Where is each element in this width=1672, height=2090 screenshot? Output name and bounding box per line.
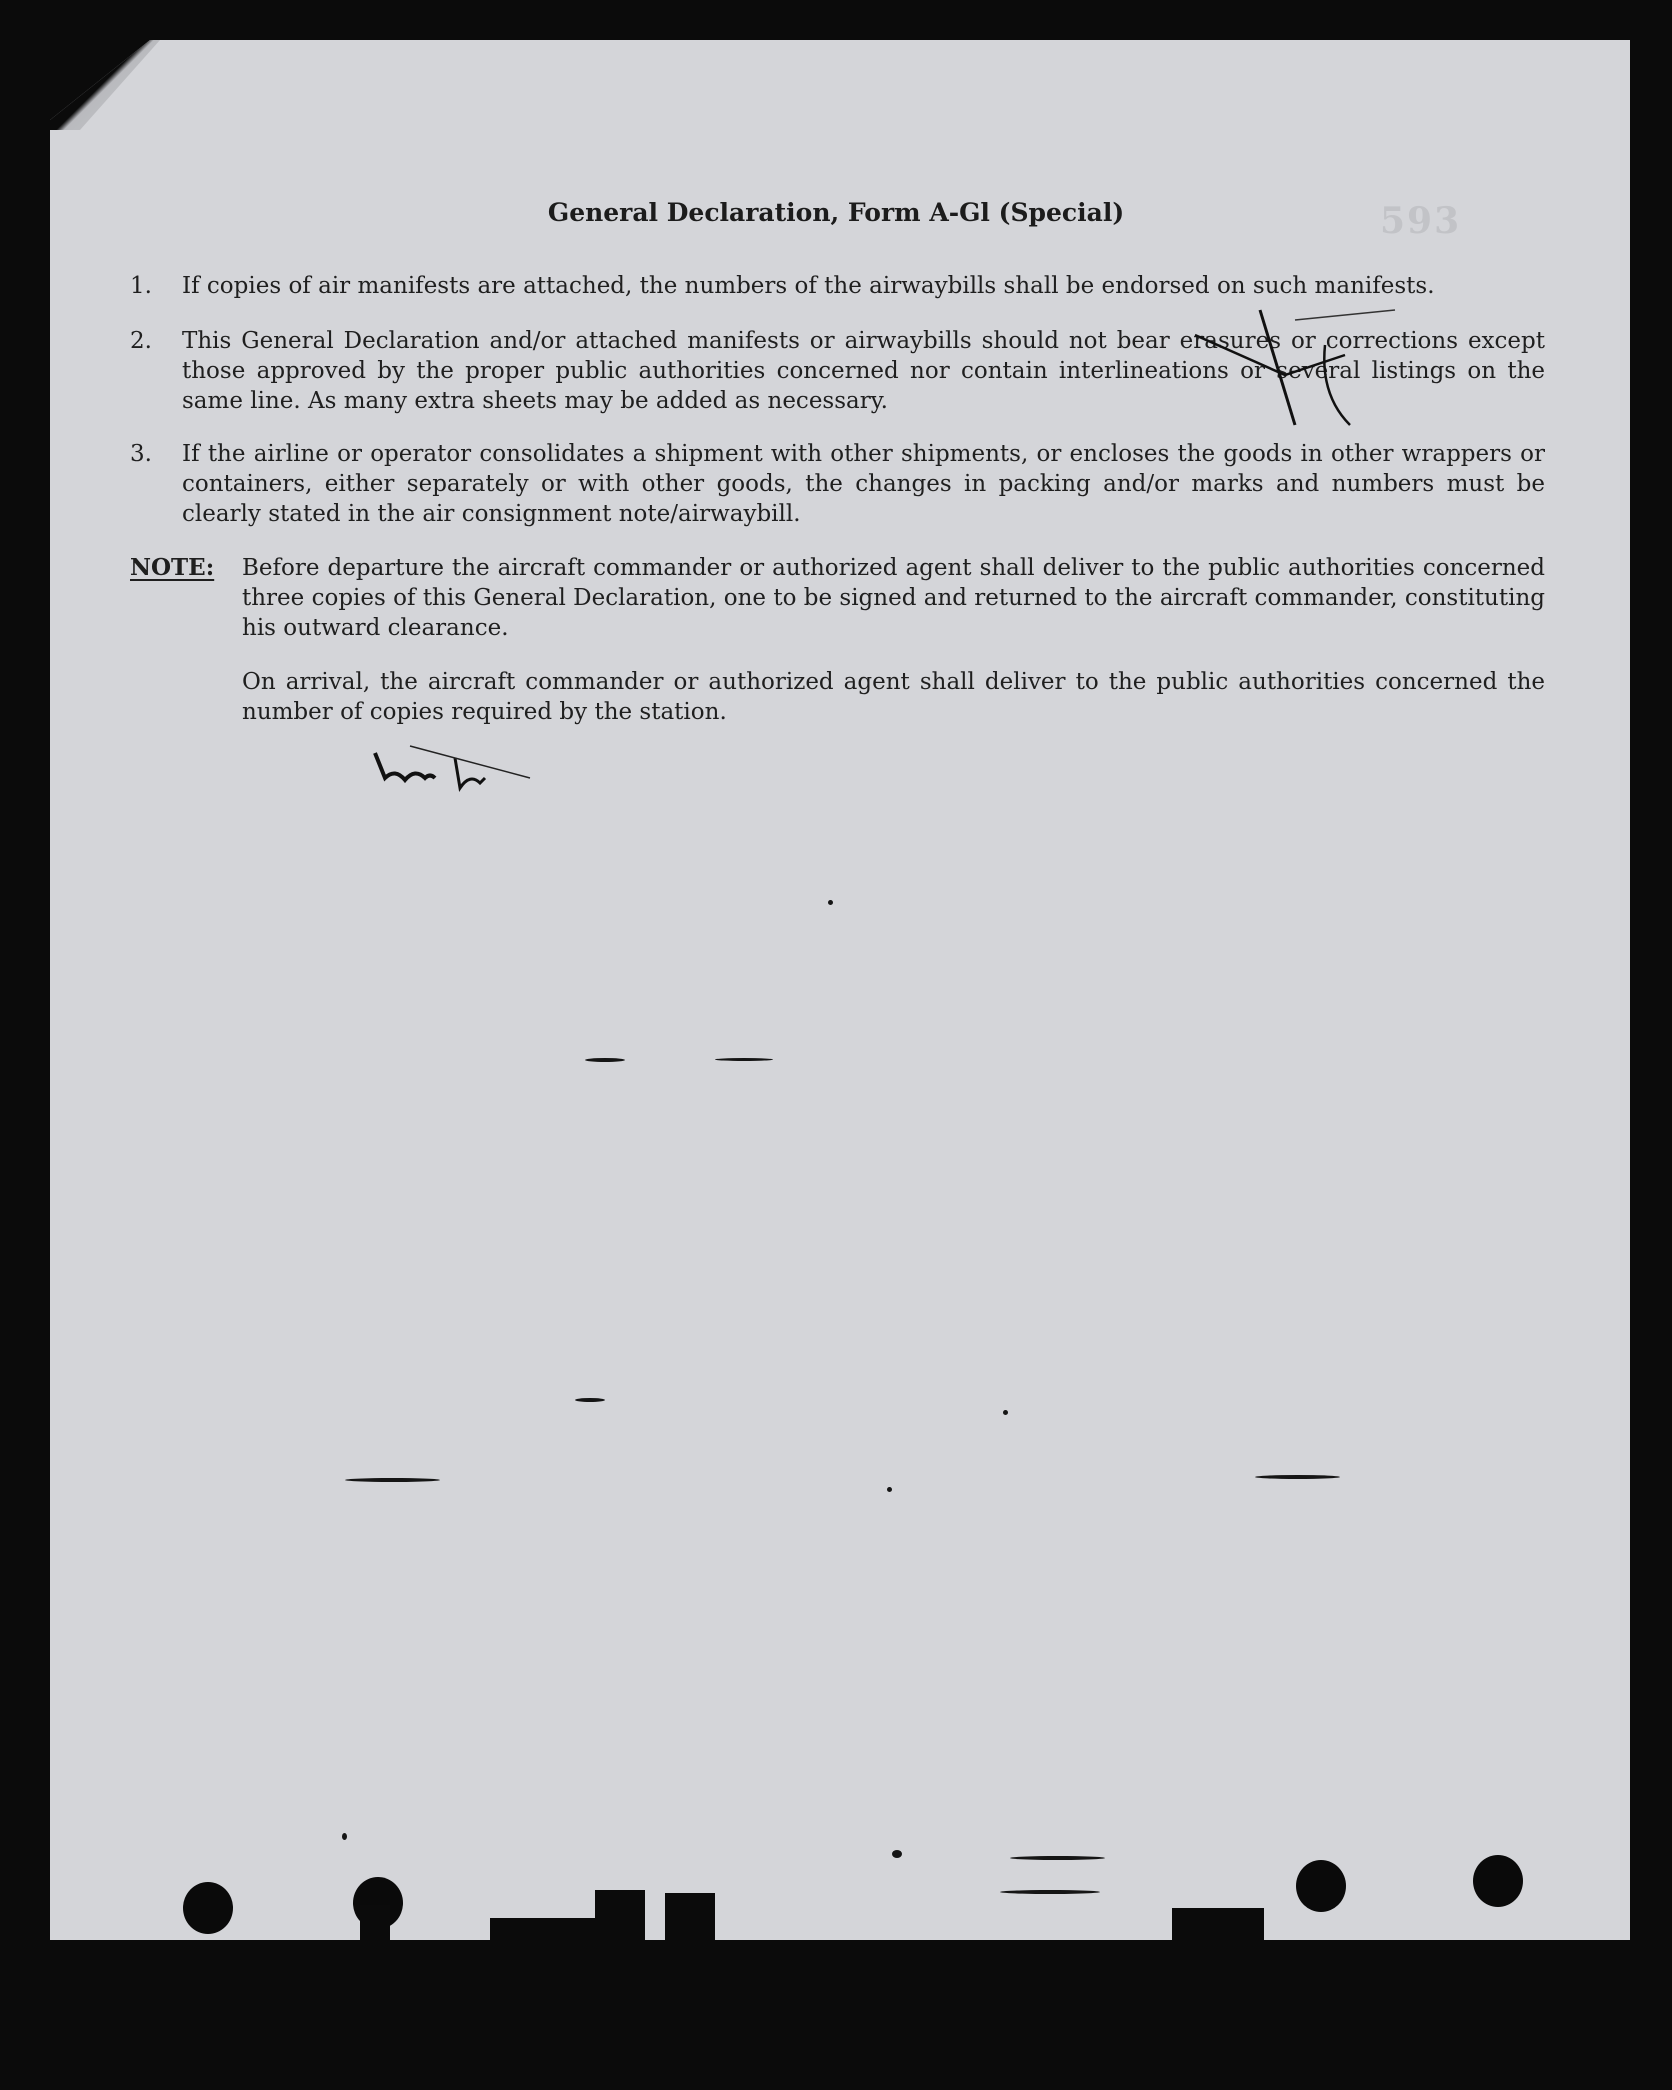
torn-edge — [360, 1905, 390, 1955]
item-text: If copies of air manifests are attached, the numbers of the airwaybills shall be endorsed on such manifests. — [182, 273, 1435, 299]
note-section-arrival — [130, 667, 1545, 727]
speck — [1003, 1410, 1008, 1415]
document-title: General Declaration, Form A-Gl (Special) — [547, 198, 1125, 227]
note-section — [130, 553, 1545, 643]
speck — [715, 1058, 773, 1061]
speck — [1255, 1475, 1340, 1479]
note-paragraph-2: On arrival, the aircraft commander or authorized agent shall deliver to the public authorities concerned the number of copies required by the station. — [242, 669, 1545, 725]
note-paragraph-1: Before departure the aircraft commander or authorized agent shall deliver to the public authorities concerned three copies of this General Declaration, one to be signed and returned to the aircraft commander, constituting his outward clearance. — [242, 555, 1545, 641]
punch-hole — [183, 1882, 233, 1934]
torn-edge — [595, 1890, 645, 1945]
speck — [892, 1850, 902, 1858]
item-number: 2. — [130, 328, 152, 354]
item-text: This General Declaration and/or attached manifests or airwaybills should not bear erasures or corrections except those approved by the proper public authorities concerned nor contain interlineations or several listings on the same line. As many extra sheets may be added as necessary. — [182, 328, 1545, 414]
speck — [585, 1058, 625, 1062]
page-mark: 593 — [1380, 200, 1462, 242]
speck — [887, 1487, 892, 1492]
torn-edge — [1172, 1908, 1264, 1948]
speck — [828, 900, 833, 905]
speck — [575, 1398, 605, 1402]
instruction-item-3 — [130, 439, 1545, 529]
item-text: If the airline or operator consolidates a shipment with other shipments, or encloses the goods in other wrappers or containers, either separately or with other goods, the changes in packing and/or marks and numbers must be clearly stated in the air consignment note/airwaybill. — [182, 441, 1545, 527]
speck — [342, 1833, 347, 1840]
item-number: 3. — [130, 441, 152, 467]
instruction-item-1 — [130, 271, 1545, 301]
speck — [345, 1478, 440, 1482]
torn-edge — [665, 1893, 715, 1948]
punch-hole — [1473, 1855, 1523, 1907]
punch-hole — [1296, 1860, 1346, 1912]
torn-edge — [490, 1918, 600, 1948]
note-label: NOTE: — [130, 554, 215, 581]
speck — [1010, 1856, 1105, 1860]
item-number: 1. — [130, 273, 152, 299]
speck — [1000, 1890, 1100, 1894]
handwritten-correction-mark — [1175, 300, 1415, 440]
handwritten-initials — [370, 738, 540, 808]
